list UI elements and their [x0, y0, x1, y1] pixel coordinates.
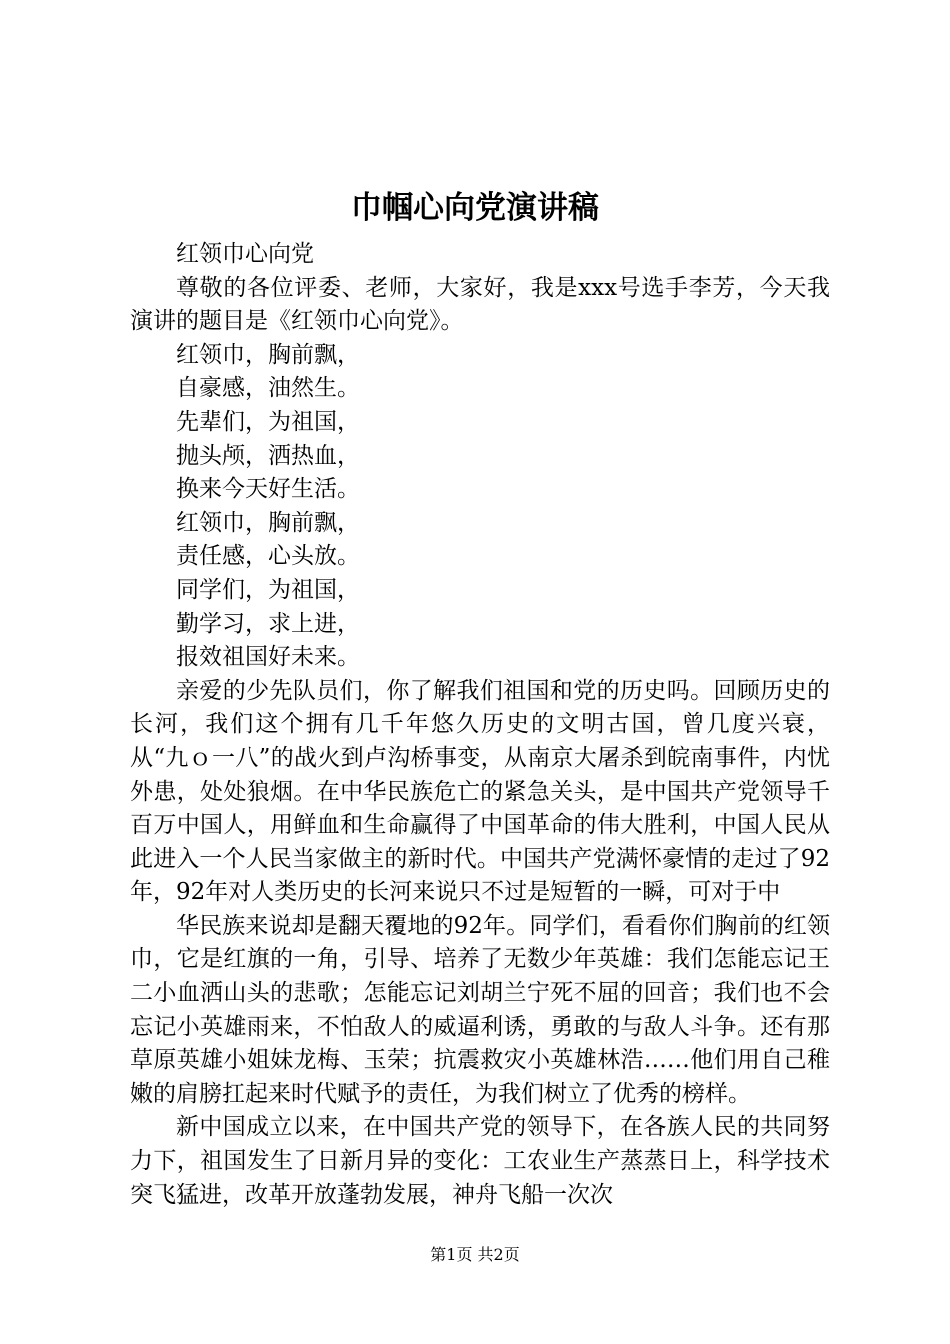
- verse-line: 红领巾，胸前飘，: [176, 509, 360, 536]
- paragraph: 华民族来说却是翻天覆地的92年。同学们，看看你们胸前的红领巾，它是红旗的一角，引导、培养了无数少年英雄：我们怎能忘记王二小血洒山头的悲歌；怎能忘记刘胡兰宁死不屈的回音；我们也不会忘记小英雄雨来，不怕敌人的威逼利诱，勇敢的与敌人斗争。还有那草原英雄小姐妹龙梅、玉荣；抗震救灾小英雄林浩……他们用自己稚嫩的肩膀扛起来时代赋予的责任，为我们树立了优秀的榜样。: [130, 912, 830, 1107]
- verse-line: 换来今天好生活。: [176, 476, 360, 503]
- page-number-footer: 第1页 共2页: [430, 1245, 520, 1264]
- document-subtitle: 红领巾心向党: [176, 241, 314, 267]
- paragraph: 亲爱的少先队员们，你了解我们祖国和党的历史吗。回顾历史的长河，我们这个拥有几千年悠久历史的文明古国，曾几度兴衰，从“九ｏ一八”的战火到卢沟桥事变，从南京大屠杀到皖南事件，内忧外患，处处狼烟。在中华民族危亡的紧急关头，是中国共产党领导千百万中国人，用鲜血和生命赢得了中国革命的伟大胜利，中国人民从此进入一个人民当家做主的新时代。中国共产党满怀豪情的走过了92年，92年对人类历史的长河来说只不过是短暂的一瞬，可对于中: [130, 677, 830, 906]
- verse-line: 勤学习，求上进，: [176, 610, 360, 637]
- paragraph: 新中国成立以来，在中国共产党的领导下，在各族人民的共同努力下，祖国发生了日新月异的变化：工农业生产蒸蒸日上，科学技术突飞猛进，改革开放蓬勃发展，神舟飞船一次次: [130, 1114, 830, 1208]
- verse-line: 同学们，为祖国，: [176, 576, 360, 603]
- paragraph: 尊敬的各位评委、老师，大家好，我是xxx号选手李芳，今天我演讲的题目是《红领巾心向党》。: [130, 274, 830, 335]
- verse-line: 责任感，心头放。: [176, 543, 360, 570]
- verse-line: 自豪感，油然生。: [176, 375, 360, 402]
- verse-line: 红领巾，胸前飘，: [176, 341, 360, 368]
- verse-line: 先辈们，为祖国，: [176, 408, 360, 435]
- document-title: 巾帼心向党演讲稿: [351, 190, 599, 226]
- verse-line: 抛头颅，洒热血，: [176, 442, 360, 469]
- document-body: [130, 238, 830, 1212]
- verse-line: 报效祖国好未来。: [176, 644, 360, 671]
